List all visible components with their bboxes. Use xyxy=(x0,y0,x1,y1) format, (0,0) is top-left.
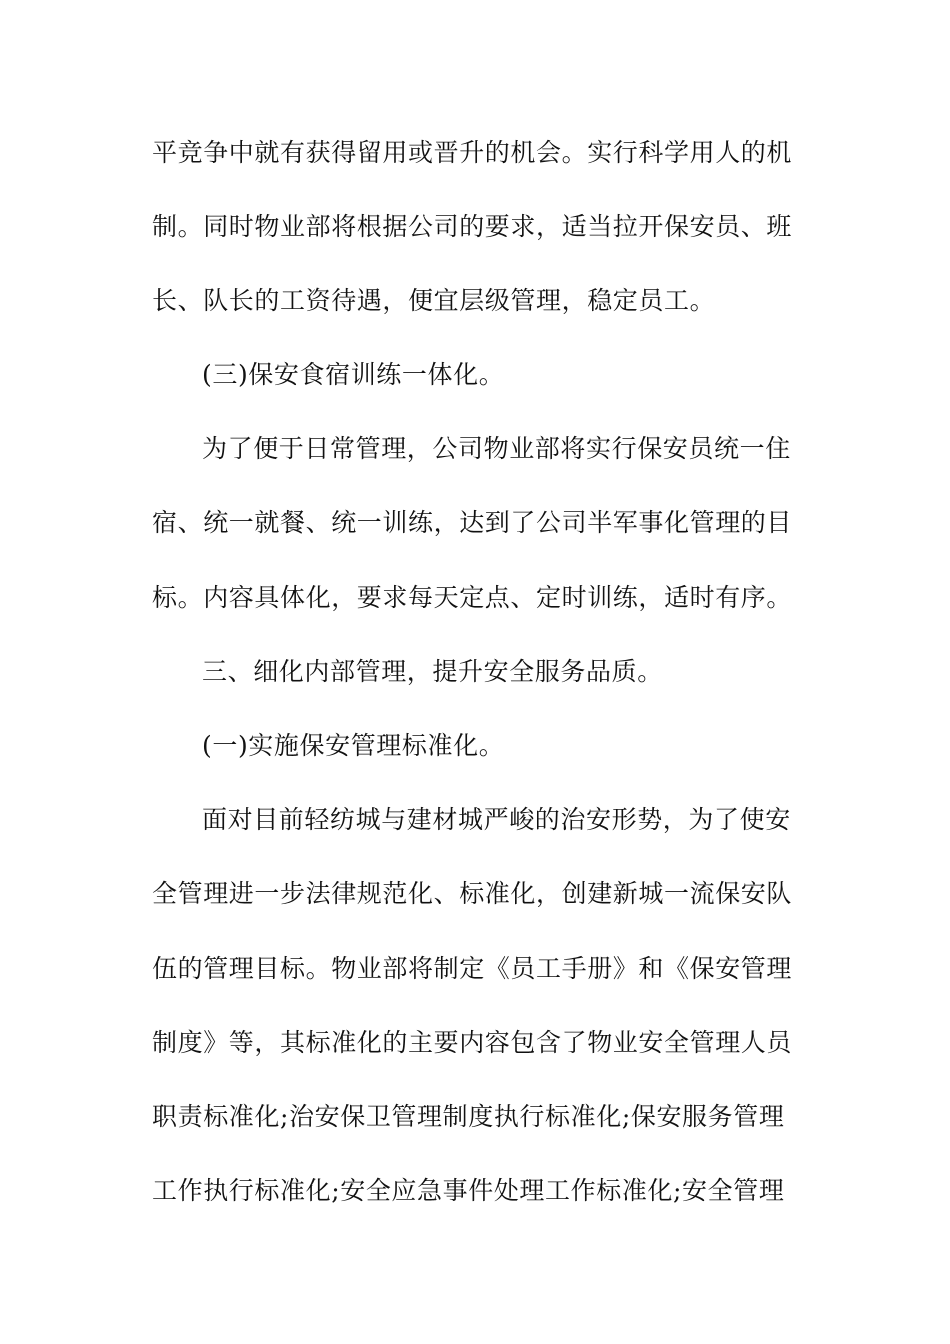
paragraph-line: 职责标准化;治安保卫管理制度执行标准化;保安服务管理 xyxy=(152,1102,785,1131)
section-heading: 三、细化内部管理，提升安全服务品质。 xyxy=(202,657,663,686)
paragraph-line: 制。同时物业部将根据公司的要求，适当拉开保安员、班 xyxy=(152,212,793,241)
paragraph-line: 平竞争中就有获得留用或晋升的机会。实行科学用人的机 xyxy=(152,138,793,167)
paragraph-line: 长、队长的工资待遇，便宜层级管理，稳定员工。 xyxy=(152,286,716,315)
paragraph-line: 制度》等，其标准化的主要内容包含了物业安全管理人员 xyxy=(152,1028,793,1057)
paragraph-line: 工作执行标准化;安全应急事件处理工作标准化;安全管理 xyxy=(152,1176,785,1205)
paragraph-line: 标。内容具体化，要求每天定点、定时训练，适时有序。 xyxy=(152,583,793,612)
paragraph-line: 面对目前轻纺城与建材城严峻的治安形势，为了使安 xyxy=(202,805,791,834)
paragraph-line: 宿、统一就餐、统一训练，达到了公司半军事化管理的目 xyxy=(152,508,793,537)
paragraph-line: 全管理进一步法律规范化、标准化，创建新城一流保安队 xyxy=(152,879,793,908)
paragraph-line: 为了便于日常管理，公司物业部将实行保安员统一住 xyxy=(202,434,791,463)
section-heading: (一)实施保安管理标准化。 xyxy=(202,731,505,760)
paragraph-line: 伍的管理目标。物业部将制定《员工手册》和《保安管理 xyxy=(152,954,793,983)
section-heading: (三)保安食宿训练一体化。 xyxy=(202,360,505,389)
